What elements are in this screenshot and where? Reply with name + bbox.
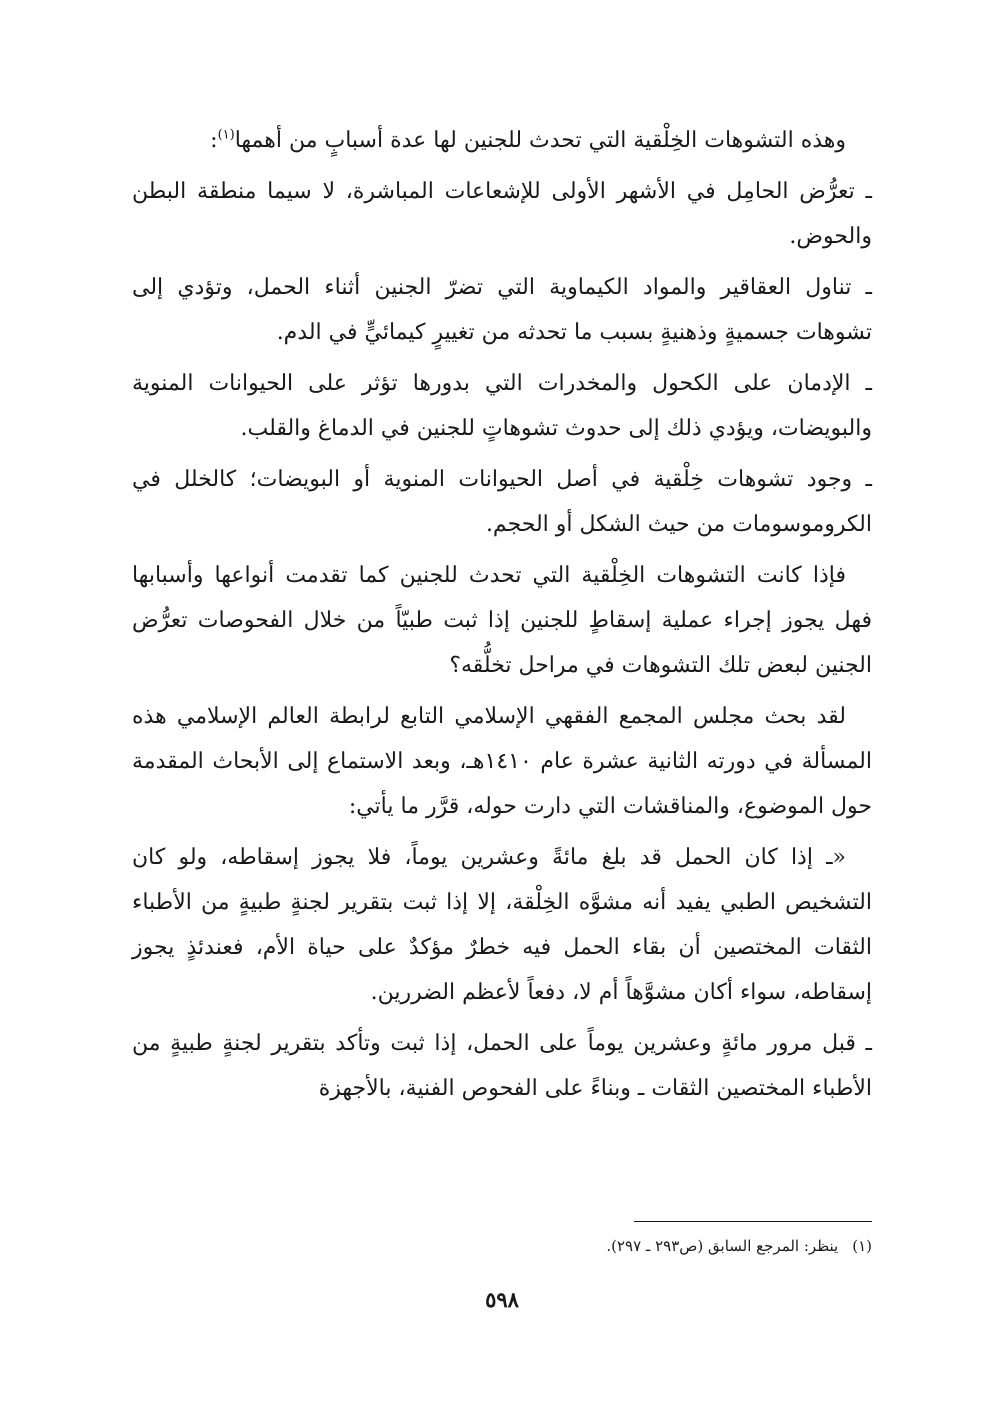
paragraph-ruling-one: «ـ إذا كان الحمل قد بلغ مائةً وعشرين يوماً، فلا يجوز إسقاطه، ولو كان التشخيص الطبي يفيد أنه مشوَّه الخِلْقة، إلا إذا ثبت بتقرير لجنةٍ طبيةٍ من الأطباء الثقات المختصين أن بقاء الحمل فيه خطرٌ مؤكدٌ على حياة الأم، فعندئذٍ يجوز إسقاطه، سواء أكان مشوَّهاً أم لا، دفعاً لأعظم الضررين. <box>132 845 872 1005</box>
footnote-reference: (١) <box>217 127 235 143</box>
paragraph-ruling-two: ـ قبل مرور مائةٍ وعشرين يوماً على الحمل، إذا ثبت وتأكد بتقرير لجنةٍ طبيةٍ من الأطباء المختصين الثقات ـ وبناءً على الفحوص الفنية، بالأجهزة <box>132 1031 872 1101</box>
page-body <box>132 118 872 1198</box>
page-number: ٥٩٨ <box>485 1287 519 1312</box>
paragraph-intro-colon: : <box>210 128 218 153</box>
footnote <box>132 1234 872 1258</box>
footnote-divider <box>634 1221 872 1222</box>
paragraph-council: لقد بحث مجلس المجمع الفقهي الإسلامي التابع لرابطة العالم الإسلامي هذه المسألة في دورته الثانية عشرة عام ١٤١٠هـ، وبعد الاستماع إلى الأبحاث المقدمة حول الموضوع، والمناقشات التي دارت حوله، قرَّر ما يأتي: <box>132 704 872 819</box>
paragraph-cause-drugs: ـ تناول العقاقير والمواد الكيماوية التي تضرّ الجنين أثناء الحمل، وتؤدي إلى تشوهات جسميةٍ وذهنيةٍ بسبب ما تحدثه من تغييرٍ كيمائيٍّ في الدم. <box>132 275 872 345</box>
footnote-text: ينظر: المرجع السابق (ص٢٩٣ ـ ٢٩٧). <box>606 1237 839 1255</box>
paragraph-intro-text: وهذه التشوهات الخِلْقية التي تحدث للجنين لها عدة أسبابٍ من أهمها <box>234 128 846 153</box>
footnote-number: (١) <box>852 1237 872 1255</box>
paragraph-question: فإذا كانت التشوهات الخِلْقية التي تحدث للجنين كما تقدمت أنواعها وأسبابها فهل يجوز إجراء عملية إسقاطٍ للجنين إذا ثبت طبيّاً من خلال الفحوصات تعرُّض الجنين لبعض تلك التشوهات في مراحل تخلُّقه؟ <box>132 563 872 678</box>
paragraph-cause-radiation: ـ تعرُّض الحامِل في الأشهر الأولى للإشعاعات المباشرة، لا سيما منطقة البطن والحوض. <box>132 179 872 249</box>
paragraph-cause-genetic: ـ وجود تشوهات خِلْقية في أصل الحيوانات المنوية أو البويضات؛ كالخلل في الكروموسومات من حيث الشكل أو الحجم. <box>132 467 872 537</box>
paragraph-intro <box>132 118 872 163</box>
paragraph-cause-addiction: ـ الإدمان على الكحول والمخدرات التي بدورها تؤثر على الحيوانات المنوية والبويضات، ويؤدي ذلك إلى حدوث تشوهاتٍ للجنين في الدماغ والقلب. <box>132 371 872 441</box>
